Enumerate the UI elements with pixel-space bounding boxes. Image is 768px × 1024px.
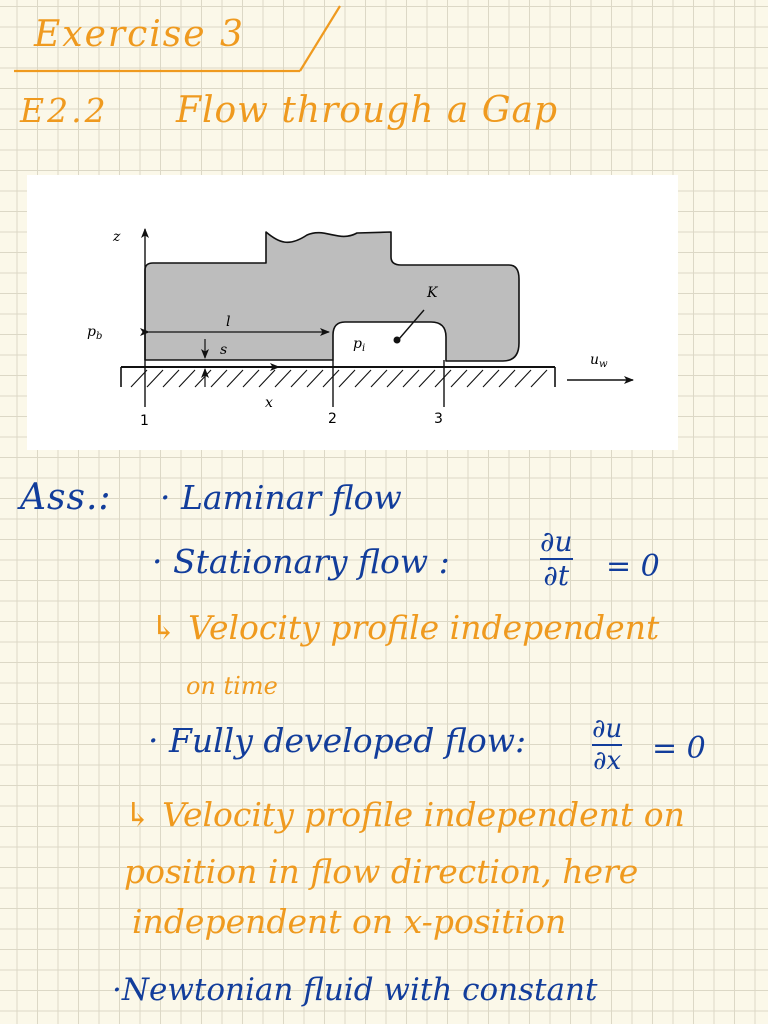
title-underline <box>0 0 768 80</box>
k-point <box>394 337 401 344</box>
exercise-title: Exercise 3 <box>34 14 245 55</box>
note-velocity-time: ↳ Velocity profile independent <box>150 608 660 647</box>
note-velocity-position-2: position in flow direction, here <box>124 852 639 891</box>
note-velocity-time-cont: on time <box>186 672 278 700</box>
label-uw: $u_w$ <box>590 352 608 370</box>
station-1-label: 1 <box>140 413 149 429</box>
bullet-laminar: · Laminar flow <box>160 478 402 517</box>
note-velocity-position-3: independent on x-position <box>132 902 567 941</box>
gap-flow-figure <box>27 175 678 450</box>
section-title: Flow through a Gap <box>176 90 558 131</box>
note-velocity-position-1: ↳ Velocity profile independent on <box>124 795 685 834</box>
bullet-newtonian: ·Newtonian fluid with constant <box>112 972 598 1008</box>
label-l: l <box>226 314 231 330</box>
label-k: K <box>427 285 438 301</box>
stationary-equals-zero: = 0 <box>606 549 660 584</box>
bullet-stationary: · Stationary flow : <box>152 542 450 581</box>
station-3-label: 3 <box>434 411 443 427</box>
label-pb: $p_b$ <box>87 324 103 342</box>
section-number: E2.2 <box>20 91 109 130</box>
label-x: x <box>265 395 273 411</box>
fully-developed-equals-zero: = 0 <box>652 731 706 766</box>
stationary-derivative: ∂u ∂t <box>540 525 573 592</box>
assumptions-label: Ass.: <box>20 477 112 518</box>
label-z: z <box>113 229 121 245</box>
station-2-label: 2 <box>328 411 337 427</box>
fully-developed-derivative: ∂u ∂x <box>592 714 623 776</box>
label-s: s <box>220 342 228 358</box>
body-k <box>145 232 519 361</box>
bullet-fully-developed: · Fully developed flow: <box>148 721 527 760</box>
label-pi: $p_i$ <box>353 336 366 354</box>
